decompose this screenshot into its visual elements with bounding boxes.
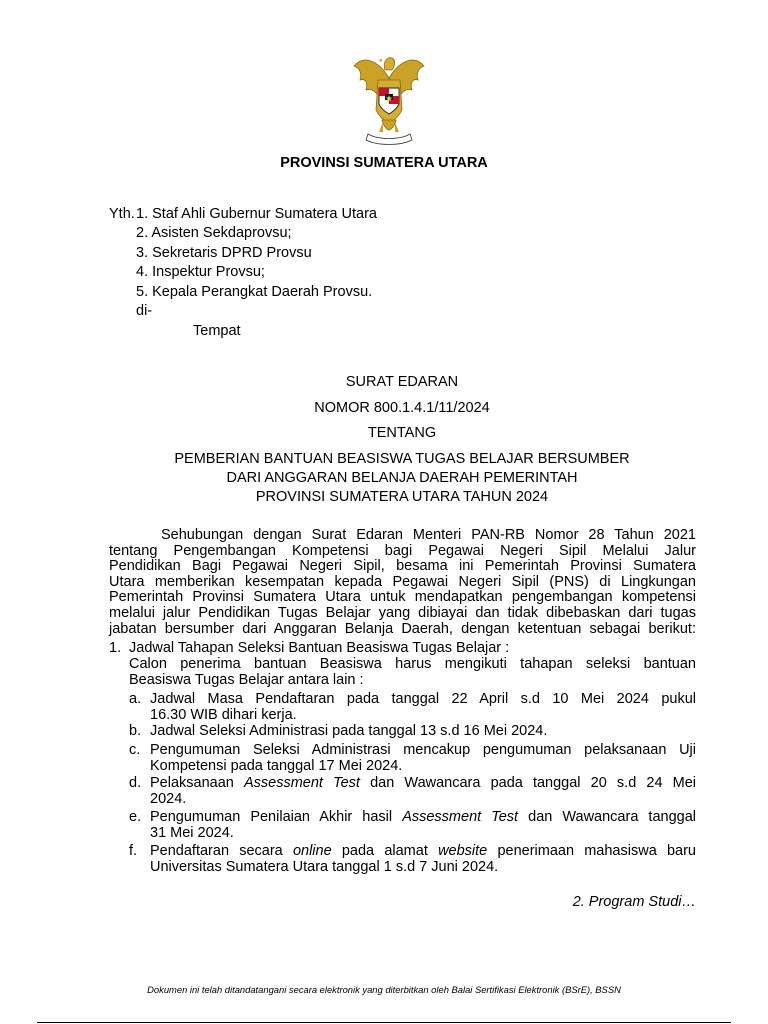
point-label: 1. — [109, 640, 122, 656]
item-emphasis: Assessment Test — [243, 775, 360, 791]
addressee-item: 3. Sekretaris DPRD Provsu — [136, 245, 312, 261]
paragraph-line: melalui jalur Pendidikan Tugas Belajar yang dibiayai dan tidak dibebaskan dari tugas — [109, 604, 696, 621]
item-line: 31 Mei 2024. — [150, 824, 234, 841]
letter-number: NOMOR 800.1.4.1/11/2024 — [314, 400, 490, 416]
item-line: 16.30 WIB dihari kerja. — [150, 706, 297, 723]
paragraph-line: Pendidikan Bagi Pegawai Negeri Sipil, besama ini Pemerintah Provinsi Sumatera — [109, 558, 696, 575]
item-line: Pengumuman Seleksi Administrasi mencakup pengumuman pelaksanaan Uji — [150, 742, 696, 758]
item-line — [150, 776, 696, 792]
garuda-pancasila-emblem — [352, 48, 426, 146]
item-line: 2024. — [150, 790, 187, 807]
item-label: d. — [129, 775, 142, 791]
item-line — [150, 844, 696, 860]
schedule-item-a — [129, 692, 696, 726]
schedule-item-d — [129, 776, 696, 810]
paragraph-line: Sehubungan dengan Surat Edaran Menteri PAN-RB Nomor 28 Tahun 2021 — [161, 527, 696, 543]
addressee-place: Tempat — [193, 323, 241, 339]
paragraph-line: Utara memberikan kesempatan kepada Pegawai Negeri Sipil (PNS) di Lingkungan — [109, 573, 696, 590]
item-label: b. — [129, 723, 142, 739]
addressee-di: di- — [136, 303, 153, 319]
signature-footnote: Dokumen ini telah ditandatangani secara elektronik yang diterbitkan oleh Balai Sertifikasi Elektronik (BSrE), BSSN — [147, 984, 621, 995]
letter-about: TENTANG — [367, 425, 437, 441]
item-label: a. — [129, 691, 142, 707]
item-line: Universitas Sumatera Utara tanggal 1 s.d 7 Juni 2024. — [150, 858, 499, 875]
point-1-description — [129, 657, 696, 691]
letter-subject-line: PROVINSI SUMATERA UTARA TAHUN 2024 — [255, 489, 549, 505]
item-line: Kompetensi pada tanggal 17 Mei 2024. — [150, 757, 403, 774]
paragraph-line: Calon penerima bantuan Beasiswa harus mengikuti tahapan seleksi bantuan — [129, 656, 696, 672]
item-text: Pengumuman Penilaian Akhir hasil — [150, 809, 403, 825]
item-text: pada alamat — [331, 843, 439, 859]
schedule-item-b — [129, 724, 696, 741]
item-text: Pelaksanaan — [150, 775, 244, 791]
paragraph-line: Pemerintah Provinsi Sumatera Utara untuk mendapatkan pengembangan kompetensi — [109, 589, 696, 606]
point-1 — [109, 641, 696, 657]
footer-rule — [37, 1022, 731, 1023]
item-text: dan Wawancara tanggal — [518, 809, 696, 825]
item-emphasis: website — [438, 843, 488, 859]
letter-type: SURAT EDARAN — [345, 374, 459, 390]
item-text: penerimaan mahasiswa baru — [487, 843, 696, 859]
continuation-note: 2. Program Studi… — [572, 894, 696, 910]
schedule-item-c — [129, 743, 696, 777]
item-label: c. — [129, 742, 141, 758]
intro-paragraph — [109, 528, 696, 637]
item-label: f. — [129, 843, 138, 859]
addressee-item: 2. Asisten Sekdaprovsu; — [136, 225, 292, 241]
point-title: Jadwal Tahapan Seleksi Bantuan Beasiswa Tugas Belajar : — [129, 640, 510, 656]
addressee-item: 4. Inspektur Provsu; — [136, 264, 265, 280]
province-heading: PROVINSI SUMATERA UTARA — [280, 155, 488, 171]
schedule-item-f — [129, 844, 696, 878]
schedule-item-e — [129, 810, 696, 844]
addressee-prefix: Yth. — [109, 206, 135, 222]
item-line: Jadwal Masa Pendaftaran pada tanggal 22 April s.d 10 Mei 2024 pukul — [150, 691, 696, 707]
item-emphasis: Assessment Test — [402, 809, 519, 825]
item-label: e. — [129, 809, 142, 825]
item-text: Pendaftaran secara — [150, 843, 293, 859]
paragraph-line: Beasiswa Tugas Belajar antara lain : — [129, 671, 364, 688]
paragraph-line: tentang Pengembangan Kompetensi bagi Pegawai Negeri Sipil Melalui Jalur — [109, 542, 696, 559]
letter-subject-line: DARI ANGGARAN BELANJA DAERAH PEMERINTAH — [226, 470, 578, 486]
addressee-item: 5. Kepala Perangkat Daerah Provsu. — [136, 284, 373, 300]
item-emphasis: online — [292, 843, 332, 859]
paragraph-line: jabatan bersumber dari Anggaran Belanja Daerah, dengan ketentuan sebagai berikut: — [109, 620, 696, 637]
item-text: dan Wawancara pada tanggal 20 s.d 24 Mei — [359, 775, 697, 791]
addressee-item: 1. Staf Ahli Gubernur Sumatera Utara — [136, 206, 377, 222]
item-line — [150, 810, 696, 826]
letter-subject-line: PEMBERIAN BANTUAN BEASISWA TUGAS BELAJAR BERSUMBER — [174, 451, 630, 467]
item-line: Jadwal Seleksi Administrasi pada tanggal 13 s.d 16 Mei 2024. — [150, 723, 548, 739]
